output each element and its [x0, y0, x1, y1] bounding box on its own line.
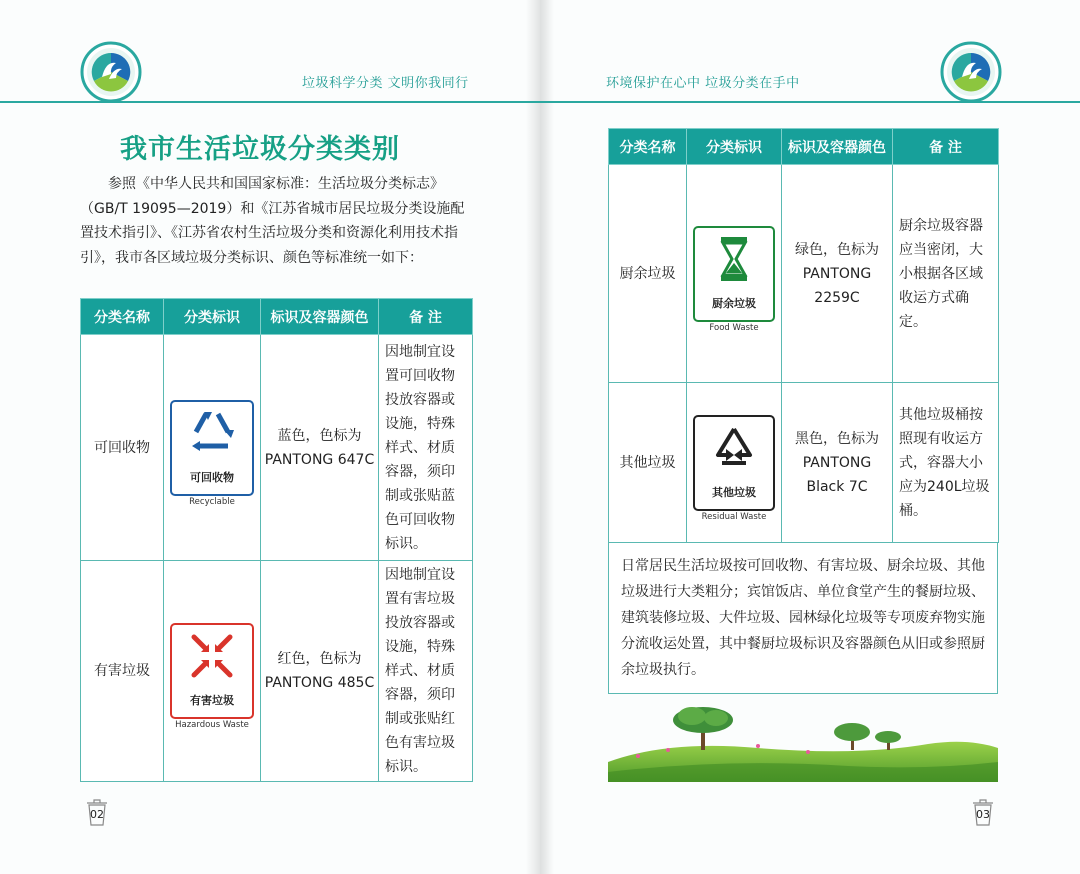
category-note: 因地制宜设置有害垃圾投放容器或设施，特殊样式、材质容器，须印制或张贴红色有害垃圾标识。 — [379, 561, 473, 782]
category-badge-cell — [687, 165, 782, 383]
page-number-left — [82, 798, 112, 826]
container-color: 红色，色标为PANTONG 485C — [261, 561, 379, 782]
category-note: 其他垃圾桶按照现有收运方式，容器大小应为240L垃圾桶。 — [893, 383, 999, 543]
category-name: 有害垃圾 — [81, 561, 164, 782]
badge-label-cn: 有害垃圾 — [190, 694, 234, 707]
header-notes: 备 注 — [379, 299, 473, 335]
category-table-right — [608, 128, 999, 543]
intro-paragraph: 参照《中华人民共和国国家标准：生活垃圾分类标志》（GB/T 19095—2019）和《江苏省城市居民垃圾分类设施配置技术指引》、《江苏省农村生活垃圾分类和资源化利用技术指引》，我市各区域垃圾分类标识、颜色等标准统一如下： — [80, 176, 465, 266]
residual-triangle-icon — [704, 423, 764, 473]
header-slogan: 环境保护在心中 垃圾分类在手中 — [606, 76, 800, 91]
category-note: 因地制宜设置可回收物投放容器或设施，特殊样式、材质容器，须印制或张贴蓝色可回收物标识。 — [379, 335, 473, 561]
category-name: 可回收物 — [81, 335, 164, 561]
tree-icon — [673, 707, 733, 750]
badge-label-en: Recyclable — [189, 496, 235, 507]
badge-label-en: Residual Waste — [701, 511, 767, 522]
category-badge-cell — [687, 383, 782, 543]
category-badge-cell — [164, 561, 261, 782]
page-number-text: 02 — [90, 808, 104, 821]
table-header-row — [609, 129, 999, 165]
header-divider — [0, 101, 540, 103]
badge-label-en: Hazardous Waste — [175, 720, 249, 730]
city-logo-icon — [940, 41, 1002, 103]
table-row — [81, 561, 473, 782]
category-name: 厨余垃圾 — [609, 165, 687, 383]
header-category-icon: 分类标识 — [164, 299, 261, 335]
table-header-row — [81, 299, 473, 335]
hazard-arrows-icon — [182, 631, 242, 681]
header-notes: 备 注 — [893, 129, 999, 165]
category-note: 厨余垃圾容器应当密闭，大小根据各区域收运方式确定。 — [893, 165, 999, 383]
city-logo-icon — [80, 41, 142, 103]
category-table-left — [80, 298, 473, 782]
category-badge-cell — [164, 335, 261, 561]
hazardous-badge — [170, 623, 254, 730]
residual-waste-badge — [693, 415, 775, 522]
badge-label-en: Food Waste — [709, 322, 759, 333]
food-waste-badge — [693, 226, 775, 333]
header-container-color: 标识及容器颜色 — [782, 129, 893, 165]
container-color: 绿色，色标为PANTONG 2259C — [782, 165, 893, 383]
header-container-color: 标识及容器颜色 — [261, 299, 379, 335]
header-category-name: 分类名称 — [609, 129, 687, 165]
badge-label-cn: 其他垃圾 — [712, 485, 756, 499]
table-row — [609, 165, 999, 383]
gutter-shadow — [540, 0, 554, 874]
page-number-right — [968, 798, 998, 826]
page-number-text: 03 — [976, 808, 990, 821]
landscape-illustration — [608, 700, 998, 782]
recyclable-badge — [170, 400, 254, 507]
container-color: 黑色，色标为PANTONG Black 7C — [782, 383, 893, 543]
category-name: 其他垃圾 — [609, 383, 687, 543]
table-row — [609, 383, 999, 543]
badge-label-cn: 可回收物 — [190, 470, 234, 484]
gutter-shadow — [526, 0, 540, 874]
badge-label-cn: 厨余垃圾 — [712, 296, 756, 310]
container-color: 蓝色，色标为PANTONG 647C — [261, 335, 379, 561]
table-row — [81, 335, 473, 561]
classification-footnote: 日常居民生活垃圾按可回收物、有害垃圾、厨余垃圾、其他垃圾进行大类粗分；宾馆饭店、单位食堂产生的餐厨垃圾、建筑装修垃圾、大件垃圾、园林绿化垃圾等专项废弃物实施分流收运处置，其中餐厨垃圾标识及容器颜色从旧或参照厨余垃圾执行。 — [608, 542, 998, 694]
header-category-icon: 分类标识 — [687, 129, 782, 165]
page-title: 我市生活垃圾分类类别 — [120, 134, 400, 165]
hourglass-icon — [704, 234, 764, 284]
recycle-arrows-icon — [182, 408, 242, 458]
header-slogan: 垃圾科学分类 文明你我同行 — [302, 76, 469, 91]
header-divider — [540, 101, 1080, 103]
header-category-name: 分类名称 — [81, 299, 164, 335]
